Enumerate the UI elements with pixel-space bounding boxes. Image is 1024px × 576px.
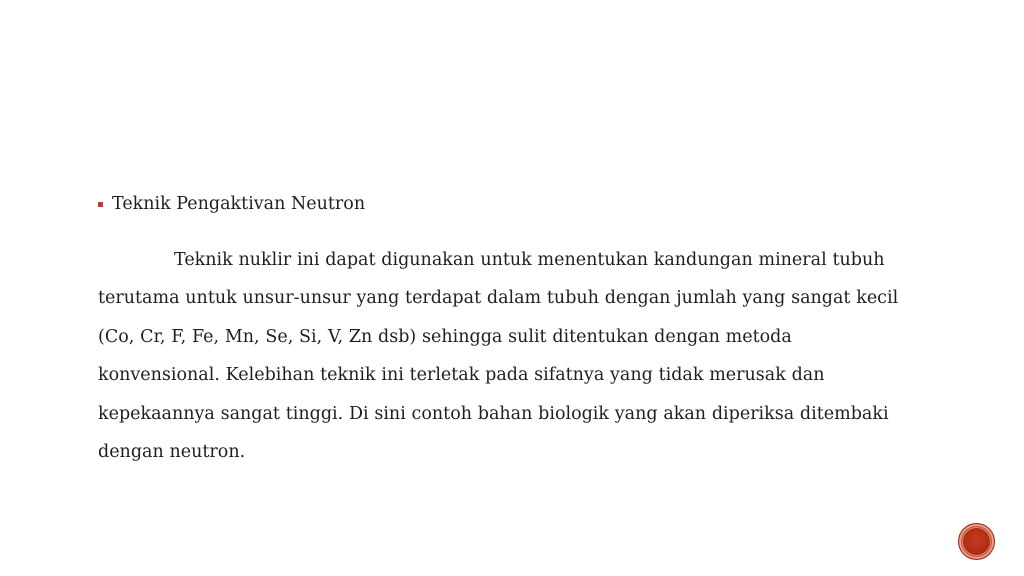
square-bullet-icon — [98, 202, 103, 207]
bullet-heading: Teknik Pengaktivan Neutron — [112, 194, 366, 214]
body-paragraph: Teknik nuklir ini dapat digunakan untuk menentukan kandungan mineral tubuh terutama untuk unsur-unsur yang terdapat dalam tubuh dengan jumlah yang sangat kecil (Co, Cr, F, Fe, Mn, Se, Si, V, Zn dsb) sehingga sulit ditentukan dengan metoda konvensional. Kelebihan teknik ini terletak pada sifatnya yang tidak merusak dan kepekaannya sangat tinggi. Di sini contoh bahan biologik yang akan diperiksa ditembaki dengan neutron. — [98, 250, 899, 463]
bullet-item — [98, 190, 928, 218]
badge-ring-icon — [962, 527, 991, 556]
page-number-badge — [958, 523, 995, 560]
slide-content — [98, 190, 928, 471]
